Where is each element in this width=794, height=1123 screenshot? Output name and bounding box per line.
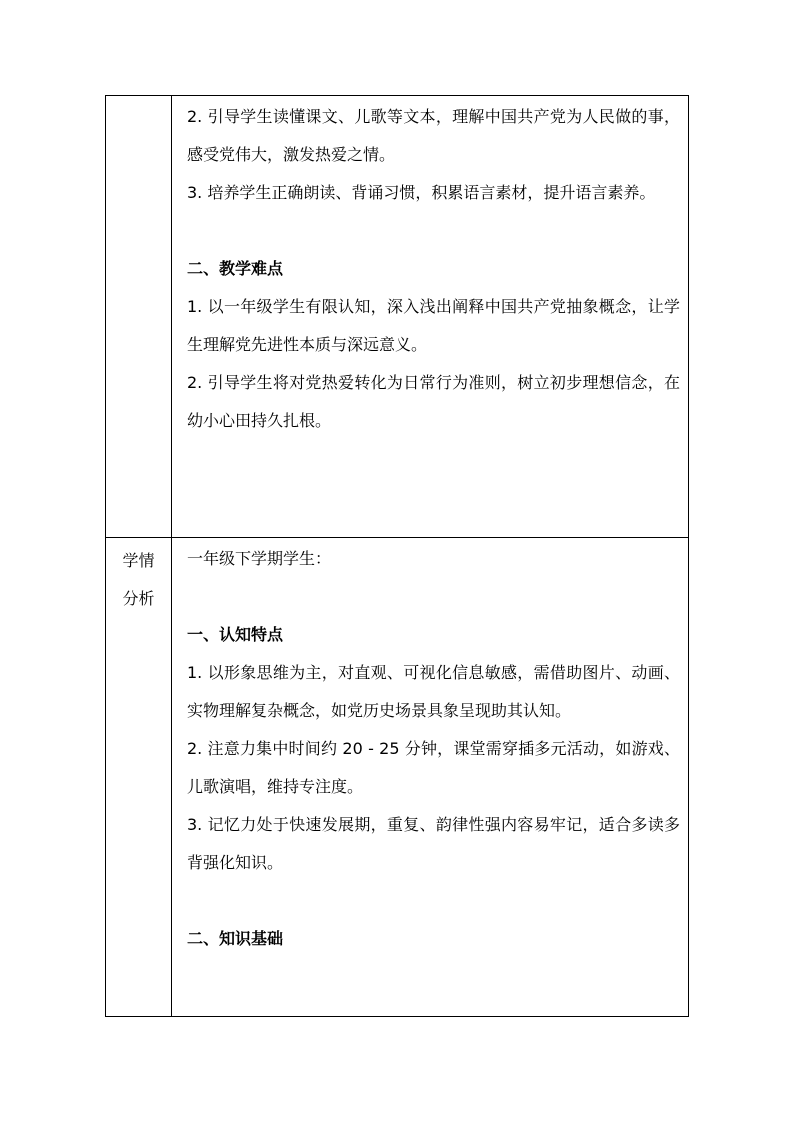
cognition-item-2: 2. 注意力集中时间约 20 - 25 分钟，课堂需穿插多元活动，如游戏、儿歌演唱，维持专注度。 <box>187 739 680 796</box>
section-heading-difficulties: 二、教学难点 <box>187 259 284 278</box>
row-label-cell <box>106 538 172 1017</box>
spacer <box>187 578 680 616</box>
goal-item-2: 2. 引导学生读懂课文、儿歌等文本，理解中国共产党为人民做的事，感受党伟大，激发热爱之情。 <box>187 107 680 164</box>
row-label-line-2: 分析 <box>122 589 155 608</box>
table-row-teaching-goals <box>106 96 689 538</box>
difficulty-item-1: 1. 以一年级学生有限认知，深入浅出阐释中国共产党抽象概念，让学生理解党先进性本质与深远意义。 <box>187 297 680 354</box>
row-label-cell <box>106 96 172 538</box>
difficulty-item-2: 2. 引导学生将对党热爱转化为日常行为准则，树立初步理想信念，在幼小心田持久扎根。 <box>187 373 680 430</box>
row-label-line-1: 学情 <box>122 551 155 570</box>
row-content-cell <box>172 538 689 1017</box>
section-heading-knowledge: 二、知识基础 <box>187 929 284 948</box>
row-content-cell <box>172 96 689 538</box>
cognition-item-1: 1. 以形象思维为主，对直观、可视化信息敏感，需借助图片、动画、实物理解复杂概念，如党历史场景具象呈现助其认知。 <box>187 663 680 720</box>
cognition-item-3: 3. 记忆力处于快速发展期，重复、韵律性强内容易牢记，适合多读多背强化知识。 <box>187 815 680 872</box>
lesson-plan-table <box>105 95 689 1017</box>
spacer <box>187 882 680 920</box>
goal-item-3: 3. 培养学生正确朗读、背诵习惯，积累语言素材，提升语言素养。 <box>187 183 656 202</box>
spacer <box>187 212 680 250</box>
section-heading-cognition: 一、认知特点 <box>187 625 284 644</box>
student-intro: 一年级下学期学生： <box>187 549 332 568</box>
table-row-student-analysis <box>106 538 689 1017</box>
